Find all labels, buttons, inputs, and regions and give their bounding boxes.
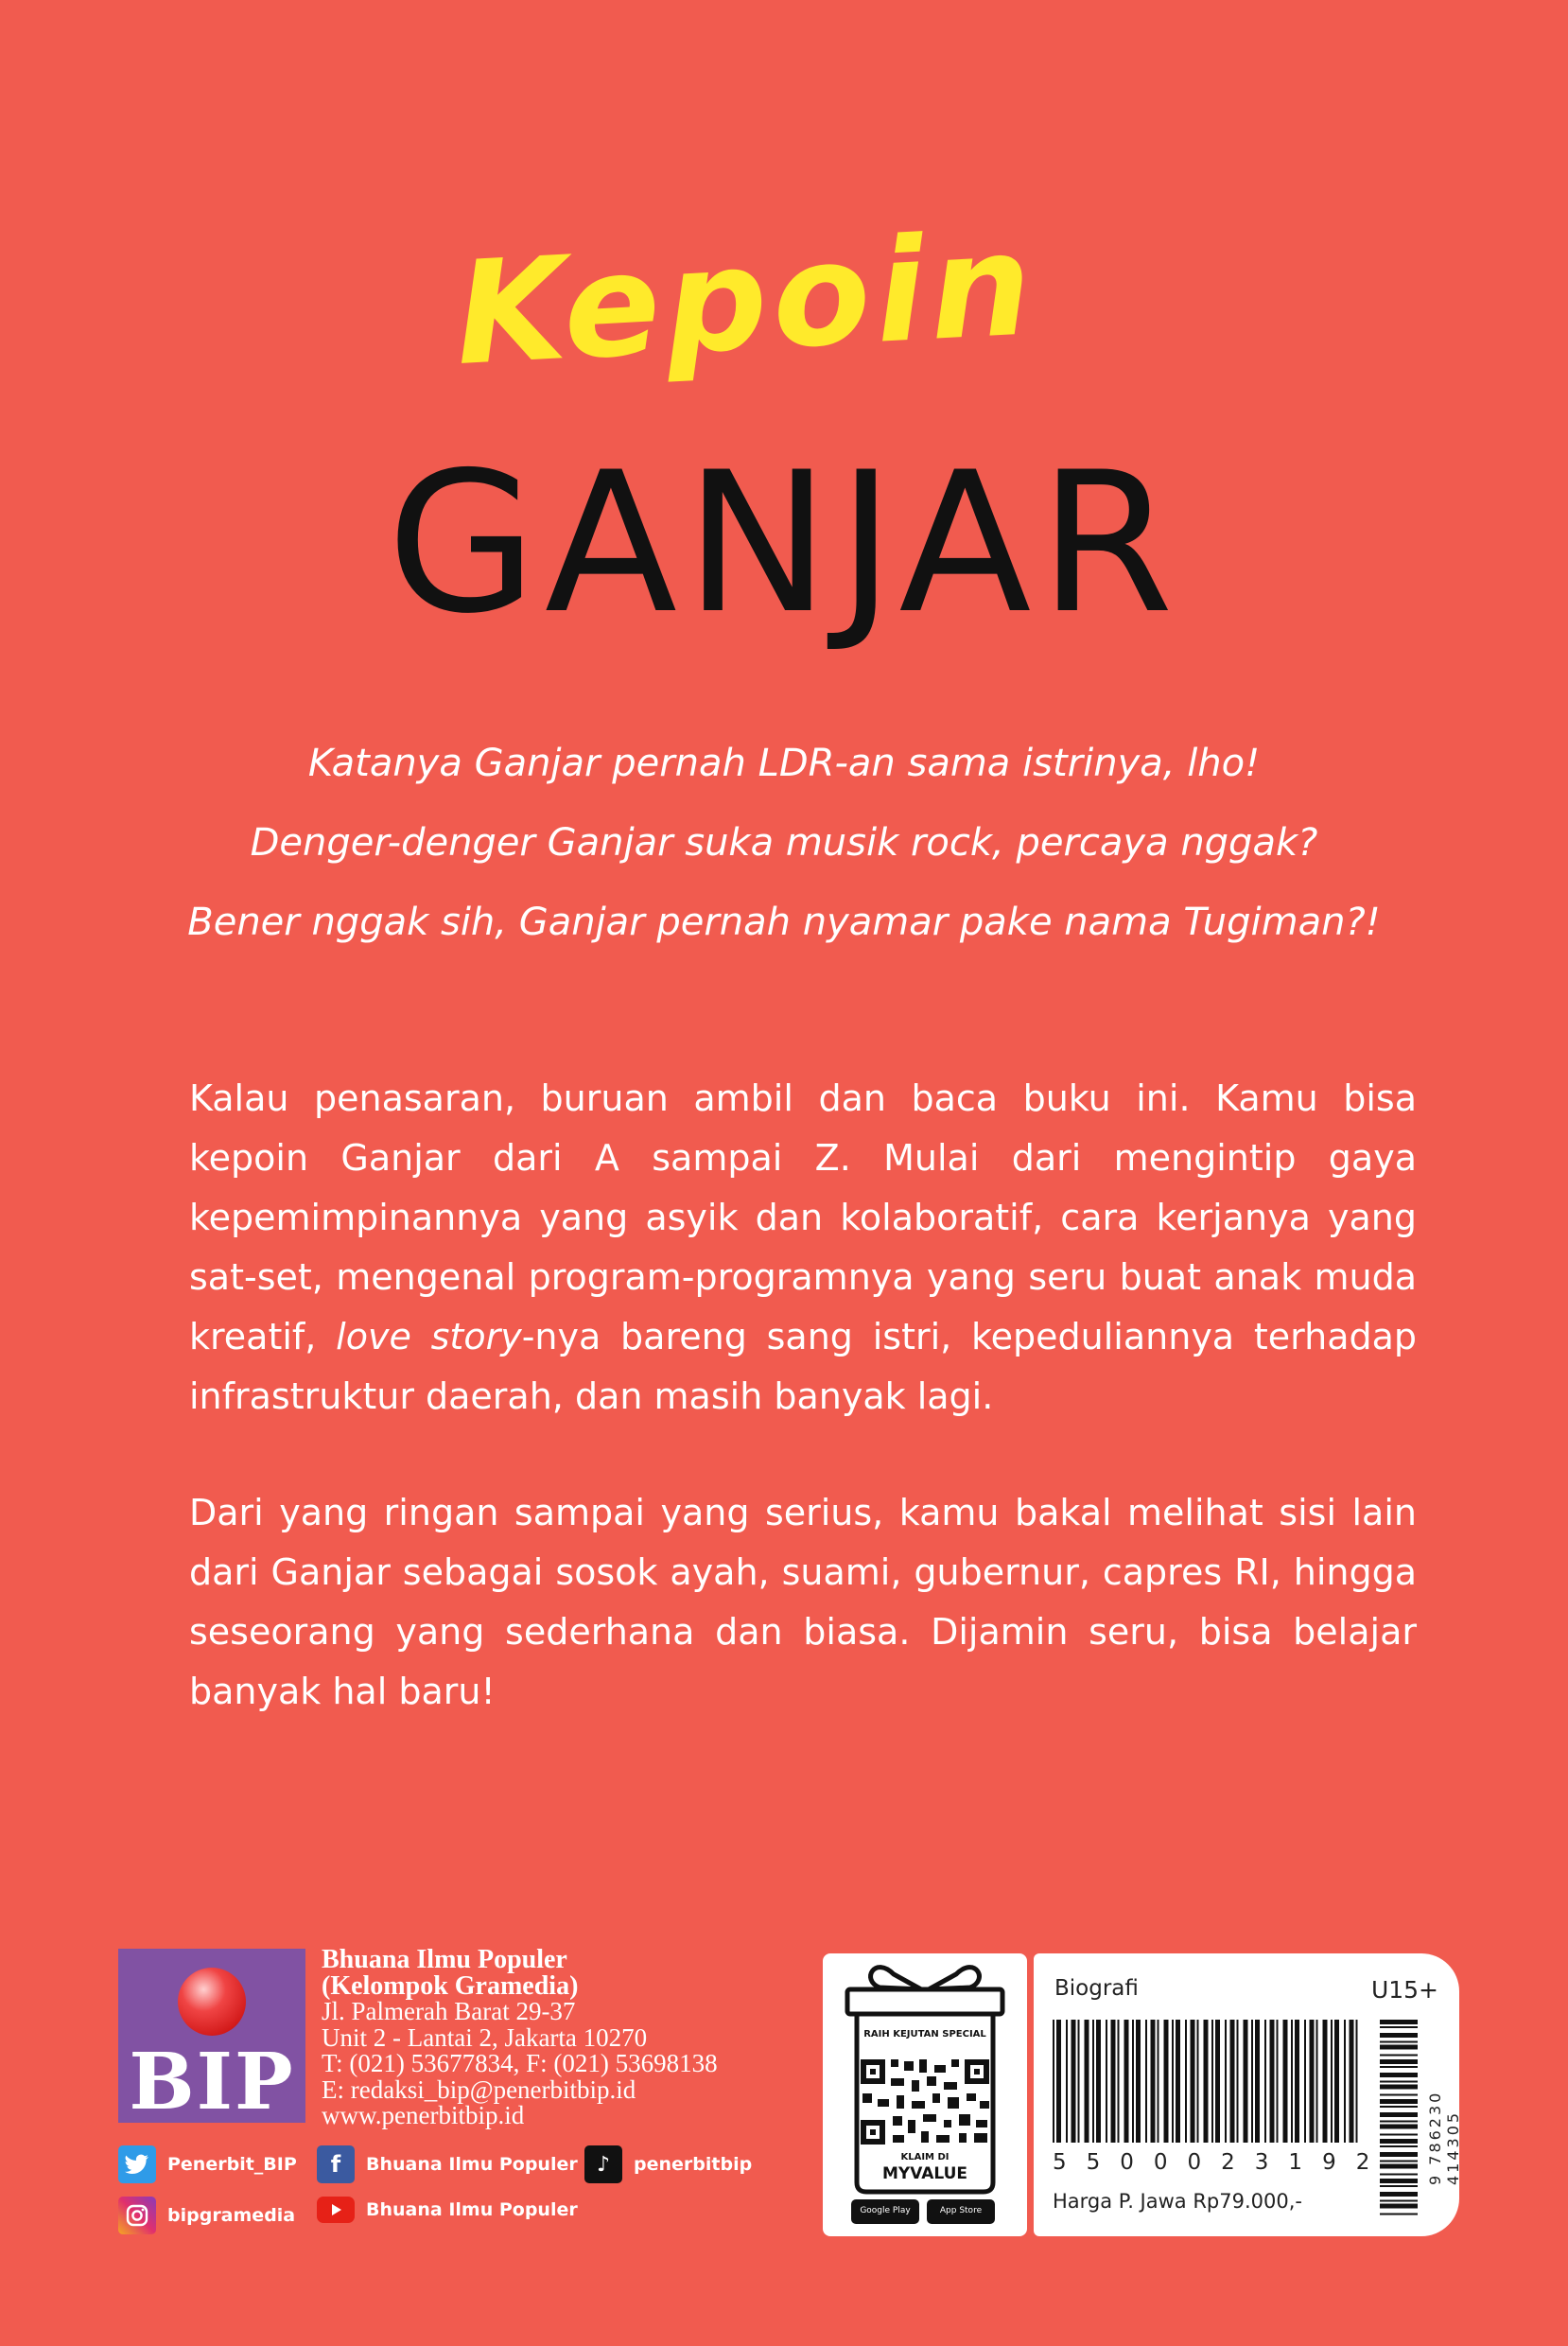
barcode-bar	[1380, 2066, 1418, 2068]
barcode-bar	[1380, 2045, 1418, 2050]
barcode-bar	[1291, 2020, 1293, 2143]
teaser-line: Katanya Ganjar pernah LDR-an sama istrinya, lho!	[307, 742, 1261, 785]
youtube-icon	[317, 2197, 355, 2223]
barcode-bar	[1136, 2020, 1141, 2143]
barcode-bar	[1380, 2055, 1418, 2057]
barcode-bar	[1316, 2020, 1318, 2143]
barcode-bar	[1380, 2081, 1418, 2083]
price-label: Harga P. Jawa Rp79.000,-	[1053, 2190, 1302, 2213]
social-facebook[interactable]	[317, 2145, 578, 2183]
barcode-bar	[1380, 2094, 1418, 2096]
barcode-number: 5500023192	[1053, 2150, 1390, 2175]
barcode-bar	[1380, 2059, 1418, 2064]
barcode-bar	[1106, 2020, 1107, 2143]
gift-card[interactable]	[823, 1953, 1027, 2236]
barcode-bar	[1310, 2020, 1315, 2143]
publisher-name: Bhuana Ilmu Populer	[322, 1945, 567, 1974]
social-youtube[interactable]	[317, 2197, 578, 2223]
barcode-bar	[1270, 2020, 1275, 2143]
barcode-bar	[1185, 2020, 1187, 2143]
barcode-bar	[1164, 2020, 1169, 2143]
instagram-handle: bipgramedia	[167, 2205, 296, 2226]
publisher-group: (Kelompok Gramedia)	[322, 1970, 579, 2001]
publisher-phone: T: (021) 53677834, F: (021) 53698138	[322, 2049, 718, 2077]
barcode-bar	[1283, 2020, 1288, 2143]
barcode-box	[1034, 1953, 1459, 2236]
barcode-bar	[1191, 2020, 1195, 2143]
barcode-bar	[1380, 2125, 1418, 2129]
barcode-bar	[1211, 2020, 1213, 2143]
barcode-bar	[1380, 2179, 1418, 2183]
barcode-bar	[1380, 2200, 1418, 2202]
barcode-bar	[1331, 2020, 1333, 2143]
barcode-bar	[1096, 2020, 1101, 2143]
barcode-bar	[1380, 2020, 1418, 2024]
barcode-bar	[1334, 2020, 1339, 2143]
barcode-bar	[1323, 2020, 1328, 2143]
barcode-bar	[1172, 2020, 1174, 2143]
barcode-bar	[1230, 2020, 1235, 2143]
barcode-bar	[1380, 2085, 1418, 2090]
barcode-bar	[1380, 2192, 1418, 2197]
barcode-bar	[1264, 2020, 1266, 2143]
barcode-bar	[1356, 2020, 1358, 2143]
facebook-icon: f	[317, 2145, 355, 2183]
title-main: GANJAR	[387, 431, 1181, 657]
barcode-bar	[1176, 2020, 1180, 2143]
barcode-bar	[1124, 2020, 1129, 2143]
barcode-bar	[1085, 2020, 1089, 2143]
publisher-email: E: redaksi_bip@penerbitbip.id	[322, 2075, 636, 2104]
barcode-bar	[1295, 2020, 1299, 2143]
barcode-bar	[1078, 2020, 1080, 2143]
barcode-bar	[1158, 2020, 1159, 2143]
barcode-bar	[1380, 2139, 1418, 2144]
barcode-bar	[1215, 2020, 1220, 2143]
social-instagram[interactable]	[118, 2197, 295, 2234]
barcode-bar	[1111, 2020, 1116, 2143]
barcode-main	[1053, 2020, 1365, 2143]
barcode-bar	[1056, 2020, 1061, 2143]
barcode-bar	[1118, 2020, 1120, 2143]
barcode-bar	[1277, 2020, 1279, 2143]
blurb-italic: love story	[336, 1316, 522, 1357]
barcode-bar	[1350, 2020, 1354, 2143]
barcode-bar	[1380, 2214, 1418, 2215]
barcode-bar	[1066, 2020, 1068, 2143]
barcode-bar	[1255, 2020, 1260, 2143]
red-ball-icon	[178, 1968, 246, 2036]
gift-box-icon	[823, 1953, 1027, 2236]
google-play-badge[interactable]: Google Play	[860, 2206, 911, 2215]
barcode-bar	[1380, 2026, 1418, 2028]
blurb-paragraph-1	[189, 1069, 1417, 1427]
barcode-bar	[1244, 2020, 1248, 2143]
barcode-bar	[1197, 2020, 1199, 2143]
barcode-bar	[1380, 2099, 1418, 2104]
publisher-address-2: Unit 2 - Lantai 2, Jakarta 10270	[322, 2022, 648, 2052]
social-twitter[interactable]	[118, 2145, 297, 2183]
facebook-handle: Bhuana Ilmu Populer	[366, 2154, 578, 2175]
youtube-handle: Bhuana Ilmu Populer	[366, 2199, 578, 2220]
publisher-info	[322, 1947, 718, 2129]
barcode-bar	[1092, 2020, 1094, 2143]
blurb-paragraph-2: Dari yang ringan sampai yang serius, kamu bakal melihat sisi lain dari Ganjar sebagai sosok ayah, suami, gubernur, capres RI, hingga seseorang yang sederhana dan biasa. Dijamin seru, bisa belajar banyak hal baru!	[189, 1492, 1417, 1712]
tiktok-icon: ♪	[584, 2145, 622, 2183]
barcode-bar	[1380, 2112, 1418, 2117]
barcode-bar	[1380, 2145, 1418, 2147]
barcode-bar	[1151, 2020, 1156, 2143]
barcode-bar	[1380, 2033, 1418, 2038]
twitter-icon	[118, 2145, 156, 2183]
barcode-bar	[1071, 2020, 1076, 2143]
barcode-bar	[1380, 2185, 1418, 2187]
publisher-website: www.penerbitbip.id	[322, 2101, 525, 2129]
teaser-line: Bener nggak sih, Ganjar pernah nyamar pake nama Tugiman?!	[187, 901, 1381, 944]
barcode-bar	[1204, 2020, 1209, 2143]
barcode-bar	[1344, 2020, 1346, 2143]
blurb-text: Kalau penasaran, buruan ambil dan baca buku ini. Kamu bisa kepoin Ganjar dari A sampai Z. Mulai dari mengintip gaya kepemimpinannya yang asyik dan kolaboratif, cara kerjanya yang sat-set, mengenal program-programnya yang seru buat anak muda kreatif,	[189, 1077, 1417, 1357]
barcode-bar	[1380, 2204, 1418, 2209]
gift-claim: KLAIM DI	[900, 2152, 950, 2162]
publisher-logo	[118, 1949, 305, 2127]
book-category: Biografi	[1054, 1976, 1139, 2001]
barcode-bar	[1251, 2020, 1253, 2143]
barcode-bar	[1380, 2121, 1418, 2123]
barcode-bar	[1132, 2020, 1134, 2143]
instagram-icon	[118, 2197, 156, 2234]
isbn-number: 9 786230 414305	[1426, 2090, 1462, 2185]
logo-text: BIP	[129, 2037, 295, 2127]
app-store-badge[interactable]: App Store	[939, 2206, 983, 2215]
barcode-bar	[1380, 2073, 1418, 2077]
barcode-bar	[1304, 2020, 1306, 2143]
barcode-bar	[1237, 2020, 1239, 2143]
twitter-handle: Penerbit_BIP	[167, 2154, 297, 2175]
barcode-bar	[1145, 2020, 1147, 2143]
social-tiktok[interactable]	[584, 2145, 752, 2183]
publisher-address-1: Jl. Palmerah Barat 29-37	[322, 1997, 576, 2025]
title-script: Kepoin	[451, 202, 1041, 397]
barcode-bar	[1380, 2134, 1418, 2136]
gift-brand: MYVALUE	[881, 2164, 968, 2183]
barcode-bar	[1225, 2020, 1227, 2143]
barcode-bar	[1380, 2041, 1418, 2043]
teaser-block	[0, 733, 1568, 972]
tiktok-handle: penerbitbip	[634, 2154, 753, 2175]
barcode-bar	[1053, 2020, 1054, 2143]
age-rating: U15+	[1370, 1976, 1438, 2004]
blurb-text: -nya bareng sang istri, kepeduliannya terhadap infrastruktur daerah, dan masih banyak lagi.	[189, 1316, 1418, 1417]
teaser-line: Denger-denger Ganjar suka musik rock, percaya nggak?	[250, 821, 1318, 865]
gift-header: RAIH KEJUTAN SPECIAL	[863, 2029, 986, 2040]
barcode-bar	[1380, 2106, 1418, 2108]
